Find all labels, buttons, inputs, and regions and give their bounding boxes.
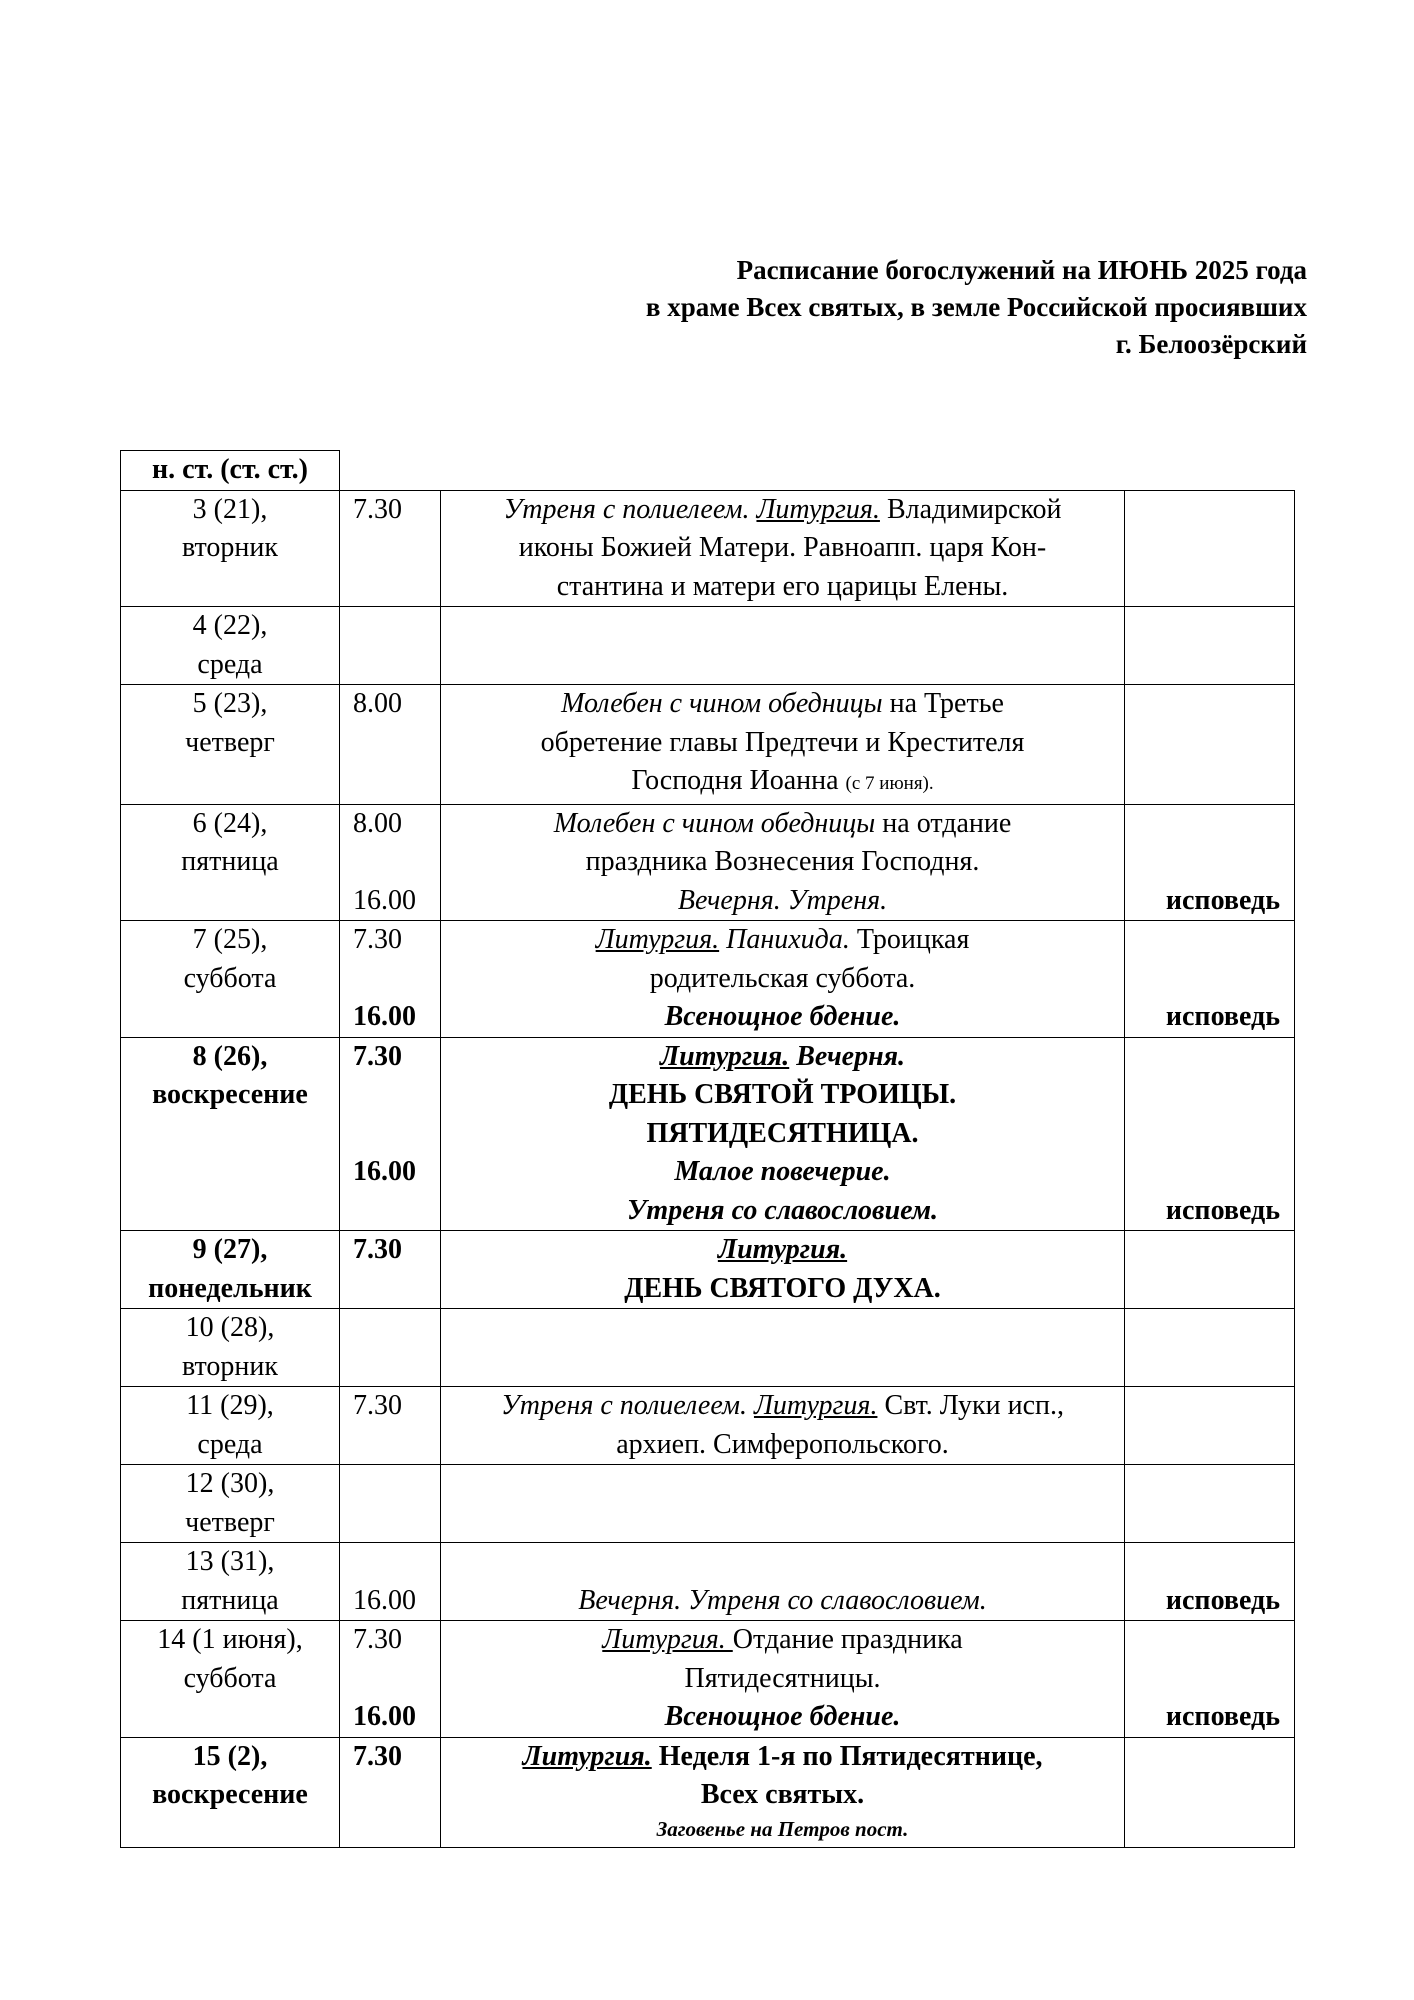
service-time: 7.30 <box>353 924 402 955</box>
time-cell <box>340 1037 441 1231</box>
weekday: вторник <box>182 1350 278 1382</box>
date: 7 (25), <box>192 924 268 955</box>
service-time: 8.00 <box>353 688 402 719</box>
weekday: четверг <box>185 1506 275 1538</box>
service-cell <box>441 1621 1125 1738</box>
fast-note: Заговенье на Петров пост. <box>656 1816 909 1841</box>
confession-note: исповедь <box>1125 1037 1295 1231</box>
service-time: 16.00 <box>353 1584 416 1616</box>
feast-text: Отдание праздника <box>732 1624 963 1655</box>
feast-text: на отдание <box>882 807 1012 839</box>
service-cell <box>441 1309 1125 1387</box>
service-name: Утреня с полиелеем. <box>503 493 750 525</box>
date: 6 (24), <box>192 807 268 839</box>
date: 11 (29), <box>186 1390 274 1421</box>
title-line-1: Расписание богослужений на ИЮНЬ 2025 года <box>736 255 1307 285</box>
table-row <box>121 1309 1295 1387</box>
confession-note: исповедь <box>1125 1543 1295 1621</box>
service-name: Утреня с полиелеем. <box>500 1390 747 1421</box>
time-cell <box>340 921 441 1038</box>
title-line-2: в храме Всех святых, в земле Российской просиявших <box>645 292 1307 322</box>
service-time: 7.30 <box>353 1040 402 1072</box>
service-name: Литургия. <box>756 493 880 525</box>
note-cell <box>1125 1309 1295 1387</box>
time-cell <box>340 1465 441 1543</box>
date-cell <box>121 1231 340 1309</box>
feast-text: Господня Иоанна <box>631 765 839 796</box>
note-cell <box>1125 1231 1295 1309</box>
date-cell <box>121 804 340 921</box>
date-cell <box>121 1465 340 1543</box>
note-cell <box>1125 1737 1295 1847</box>
table-row <box>121 1037 1295 1231</box>
service-cell <box>441 685 1125 805</box>
service-time: 16.00 <box>353 1156 416 1187</box>
feast-text: Пятидесятницы. <box>684 1662 881 1694</box>
date-cell <box>121 1309 340 1387</box>
time-cell <box>340 1231 441 1309</box>
date-cell <box>121 607 340 685</box>
date-column-header: н. ст. (ст. ст.) <box>121 451 340 491</box>
note-cell <box>1125 685 1295 805</box>
service-name: Вечерня. <box>796 1040 906 1072</box>
date: 14 (1 июня), <box>157 1624 303 1655</box>
table-row <box>121 1621 1295 1738</box>
service-cell <box>441 1737 1125 1847</box>
feast-text: Троицкая <box>856 924 970 955</box>
service-name: Литургия. <box>522 1740 652 1772</box>
date-cell <box>121 685 340 805</box>
feast-text: Владимирской <box>886 493 1062 525</box>
note-cell <box>1125 1387 1295 1465</box>
time-cell <box>340 804 441 921</box>
service-cell <box>441 804 1125 921</box>
service-time: 7.30 <box>353 1624 402 1655</box>
feast-text: на Третье <box>889 688 1004 719</box>
weekday: пятница <box>181 1584 279 1616</box>
date-cell <box>121 490 340 607</box>
feast-note: (с 7 июня). <box>845 773 934 794</box>
feast-text: ДЕНЬ СВЯТОЙ ТРОИЦЫ. <box>608 1079 957 1110</box>
date: 10 (28), <box>185 1312 275 1343</box>
service-name: Всенощное бдение. <box>664 1701 901 1732</box>
feast-text: ПЯТИДЕСЯТНИЦА. <box>646 1117 919 1149</box>
table-row <box>121 1543 1295 1621</box>
date: 12 (30), <box>185 1468 275 1499</box>
weekday: воскресение <box>152 1779 308 1810</box>
table-row <box>121 490 1295 607</box>
weekday: суббота <box>183 962 277 994</box>
service-name: Литургия. <box>659 1040 790 1072</box>
feast-text: праздника Вознесения Господня. <box>585 846 980 877</box>
date-cell <box>121 1737 340 1847</box>
service-cell <box>441 607 1125 685</box>
confession-note: исповедь <box>1125 804 1295 921</box>
time-cell <box>340 607 441 685</box>
schedule-table <box>120 450 1295 1848</box>
time-cell <box>340 1621 441 1738</box>
service-name: Малое повечерие. <box>674 1156 891 1187</box>
weekday: среда <box>197 1428 263 1460</box>
service-time: 7.30 <box>353 493 402 525</box>
confession-note: исповедь <box>1125 921 1295 1038</box>
feast-text: родительская суббота. <box>649 962 916 994</box>
table-row <box>121 804 1295 921</box>
note-cell <box>1125 1465 1295 1543</box>
feast-text: ДЕНЬ СВЯТОГО ДУХА. <box>624 1272 941 1304</box>
note-cell <box>1125 490 1295 607</box>
date-cell <box>121 1621 340 1738</box>
service-time: 16.00 <box>353 1001 416 1032</box>
table-row <box>121 1737 1295 1847</box>
feast-text: Всех святых. <box>700 1779 865 1810</box>
time-cell <box>340 685 441 805</box>
date: 15 (2), <box>192 1740 268 1772</box>
document-title <box>646 252 1307 363</box>
date-cell <box>121 1387 340 1465</box>
weekday: понедельник <box>148 1272 312 1304</box>
table-row <box>121 921 1295 1038</box>
date: 4 (22), <box>192 610 268 641</box>
service-name: Вечерня. Утреня. <box>677 884 888 916</box>
feast-text: обретение главы Предтечи и Крестителя <box>540 726 1025 758</box>
weekday: воскресение <box>152 1079 308 1110</box>
confession-note: исповедь <box>1125 1621 1295 1738</box>
feast-text: архиеп. Симферопольского. <box>616 1428 949 1460</box>
service-name: Литургия. <box>595 924 720 955</box>
service-cell <box>441 490 1125 607</box>
service-name: Литургия. <box>753 1390 878 1421</box>
feast-text: иконы Божией Матери. Равноапп. царя Кон- <box>518 532 1047 563</box>
service-name: Вечерня. Утреня со славословием. <box>578 1584 987 1616</box>
date-cell <box>121 1543 340 1621</box>
date: 3 (21), <box>192 493 268 525</box>
service-cell <box>441 1037 1125 1231</box>
table-row <box>121 1387 1295 1465</box>
table-row <box>121 685 1295 805</box>
service-time: 16.00 <box>353 884 416 916</box>
service-time: 7.30 <box>353 1390 402 1421</box>
note-cell <box>1125 607 1295 685</box>
time-cell <box>340 1543 441 1621</box>
service-time: 8.00 <box>353 807 402 839</box>
service-cell <box>441 921 1125 1038</box>
feast-text: Свт. Луки исп., <box>884 1390 1065 1421</box>
time-cell <box>340 1309 441 1387</box>
service-cell <box>441 1543 1125 1621</box>
service-time: 7.30 <box>353 1740 402 1772</box>
date-cell <box>121 1037 340 1231</box>
date: 5 (23), <box>192 688 268 719</box>
table-row <box>121 607 1295 685</box>
weekday: четверг <box>185 726 275 758</box>
weekday: среда <box>197 648 263 680</box>
weekday: пятница <box>181 846 279 877</box>
feast-text: стантина и матери его царицы Елены. <box>556 570 1009 602</box>
feast-text: Неделя 1-я по Пятидесятнице, <box>658 1740 1043 1772</box>
table-row <box>121 1465 1295 1543</box>
date-cell <box>121 921 340 1038</box>
date: 9 (27), <box>192 1234 268 1265</box>
service-cell <box>441 1465 1125 1543</box>
title-line-3: г. Белоозёрский <box>1115 329 1307 359</box>
service-name: Панихида. <box>726 924 850 955</box>
service-time: 7.30 <box>353 1234 402 1265</box>
service-name: Молебен с чином обедницы <box>561 688 883 719</box>
service-time: 16.00 <box>353 1701 416 1732</box>
service-cell <box>441 1387 1125 1465</box>
weekday: суббота <box>183 1662 277 1694</box>
weekday: вторник <box>182 532 278 563</box>
service-name: Молебен с чином обедницы <box>553 807 876 839</box>
service-name: Литургия. <box>602 1624 733 1655</box>
table-header-row <box>121 451 1295 491</box>
date: 8 (26), <box>192 1040 268 1072</box>
service-name: Утреня со славословием. <box>626 1194 939 1226</box>
time-cell <box>340 1387 441 1465</box>
date: 13 (31), <box>185 1546 275 1577</box>
service-cell <box>441 1231 1125 1309</box>
table-row <box>121 1231 1295 1309</box>
time-cell <box>340 1737 441 1847</box>
service-name: Всенощное бдение. <box>664 1001 901 1032</box>
service-name: Литургия. <box>717 1234 848 1265</box>
time-cell <box>340 490 441 607</box>
